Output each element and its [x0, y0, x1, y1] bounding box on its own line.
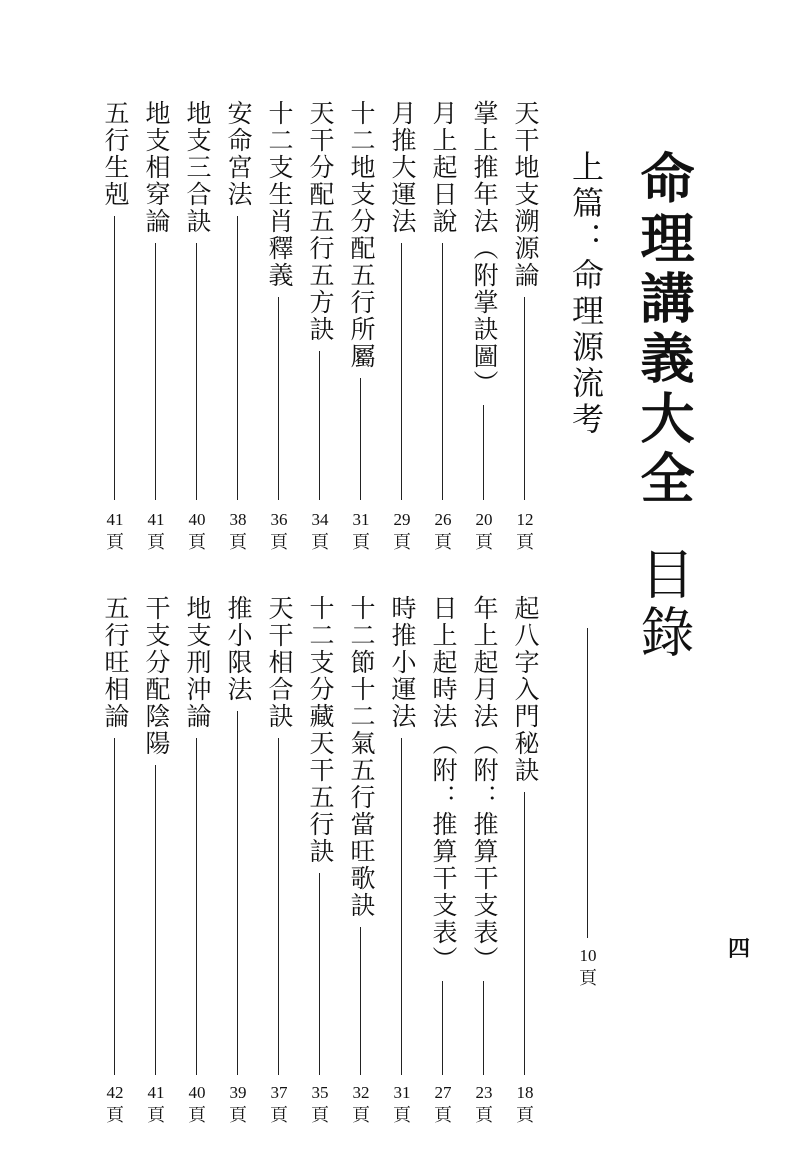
page-number: 20 — [475, 510, 493, 529]
page-unit: 頁 — [106, 532, 124, 553]
entry-title: 天干相合訣 — [265, 595, 294, 730]
entry-title: 十二支分藏天干五行訣 — [306, 595, 335, 865]
entry-title: 五行旺相論 — [101, 595, 130, 730]
entry-title: 日上起時法（附：推算干支表） — [429, 595, 458, 973]
entry-title: 推小限法 — [224, 595, 253, 703]
folio-number: 四 — [728, 937, 751, 962]
page-unit: 頁 — [516, 532, 534, 553]
leader-line — [196, 243, 197, 500]
section-label: 上篇：命理源流考 — [567, 150, 605, 438]
entry-title: 月推大運法 — [388, 100, 417, 235]
entry-title: 時推小運法 — [388, 595, 417, 730]
page-unit: 頁 — [352, 532, 370, 553]
page-number: 41 — [147, 1083, 165, 1102]
page-unit: 頁 — [188, 1105, 206, 1126]
entry-title: 十二支生肖釋義 — [265, 100, 294, 289]
page-number: 35 — [311, 1083, 329, 1102]
leader-line — [319, 873, 320, 1075]
entry-title: 十二節十二氣五行當旺歌訣 — [347, 595, 376, 919]
leader-line — [114, 738, 115, 1075]
entry-title: 十二地支分配五行所屬 — [347, 100, 376, 370]
leader-line — [401, 243, 402, 500]
leader-line — [196, 738, 197, 1075]
page-unit: 頁 — [311, 532, 329, 553]
page-number: 38 — [229, 510, 247, 529]
leader-line — [442, 981, 443, 1075]
page-number: 18 — [516, 1083, 534, 1102]
page-unit: 頁 — [352, 1105, 370, 1126]
page-unit: 頁 — [270, 1105, 288, 1126]
page-number: 26 — [434, 510, 452, 529]
page-number: 40 — [188, 1083, 206, 1102]
entry-title: 安命宮法 — [224, 100, 253, 208]
entry-title: 天干地支溯源論 — [511, 100, 540, 289]
page-number: 32 — [352, 1083, 370, 1102]
page-number: 37 — [270, 1083, 288, 1102]
page-number: 41 — [106, 510, 124, 529]
section-leader-line — [587, 628, 588, 938]
leader-line — [155, 765, 156, 1075]
leader-line — [360, 378, 361, 500]
page-number: 12 — [516, 510, 534, 529]
entry-title: 掌上推年法（附掌訣圖） — [470, 100, 499, 397]
leader-line — [360, 927, 361, 1075]
leader-line — [524, 792, 525, 1075]
leader-line — [278, 738, 279, 1075]
title-main: 命理講義大全 — [632, 150, 695, 510]
section-page-number: 10 — [579, 946, 597, 965]
page-number: 36 — [270, 510, 288, 529]
page-unit: 頁 — [147, 1105, 165, 1126]
leader-line — [319, 351, 320, 500]
page-number: 34 — [311, 510, 329, 529]
page-number: 41 — [147, 510, 165, 529]
page-unit: 頁 — [434, 1105, 452, 1126]
leader-line — [401, 738, 402, 1075]
entry-title: 天干分配五行五方訣 — [306, 100, 335, 343]
page-unit: 頁 — [475, 1105, 493, 1126]
page-unit: 頁 — [393, 532, 411, 553]
page-unit: 頁 — [311, 1105, 329, 1126]
entry-title: 年上起月法（附：推算干支表） — [470, 595, 499, 973]
page-unit: 頁 — [516, 1105, 534, 1126]
entry-title: 地支三合訣 — [183, 100, 212, 235]
leader-line — [524, 297, 525, 500]
entry-title: 月上起日說 — [429, 100, 458, 235]
entry-title: 地支刑沖論 — [183, 595, 212, 730]
page-unit: 頁 — [106, 1105, 124, 1126]
page-number: 42 — [106, 1083, 124, 1102]
page-unit: 頁 — [147, 532, 165, 553]
leader-line — [483, 981, 484, 1075]
page-unit: 頁 — [229, 532, 247, 553]
page-unit: 頁 — [270, 532, 288, 553]
page-unit: 頁 — [393, 1105, 411, 1126]
page-number: 31 — [352, 510, 370, 529]
leader-line — [114, 216, 115, 500]
leader-line — [237, 711, 238, 1075]
leader-line — [155, 243, 156, 500]
page-unit: 頁 — [229, 1105, 247, 1126]
section-page-unit: 頁 — [579, 968, 597, 989]
leader-line — [483, 405, 484, 500]
page-number: 40 — [188, 510, 206, 529]
entry-title: 起八字入門秘訣 — [511, 595, 540, 784]
entry-title: 干支分配陰陽 — [142, 595, 171, 757]
page-unit: 頁 — [475, 532, 493, 553]
page-unit: 頁 — [188, 532, 206, 553]
leader-line — [442, 243, 443, 500]
title-suffix: 目錄 — [632, 546, 695, 662]
entry-title: 五行生剋 — [101, 100, 130, 208]
leader-line — [278, 297, 279, 500]
page-number: 27 — [434, 1083, 452, 1102]
entry-title: 地支相穿論 — [142, 100, 171, 235]
page-number: 31 — [393, 1083, 411, 1102]
page-number: 39 — [229, 1083, 247, 1102]
page-unit: 頁 — [434, 532, 452, 553]
page-number: 23 — [475, 1083, 493, 1102]
leader-line — [237, 216, 238, 500]
page-title — [628, 150, 698, 662]
page-number: 29 — [393, 510, 411, 529]
